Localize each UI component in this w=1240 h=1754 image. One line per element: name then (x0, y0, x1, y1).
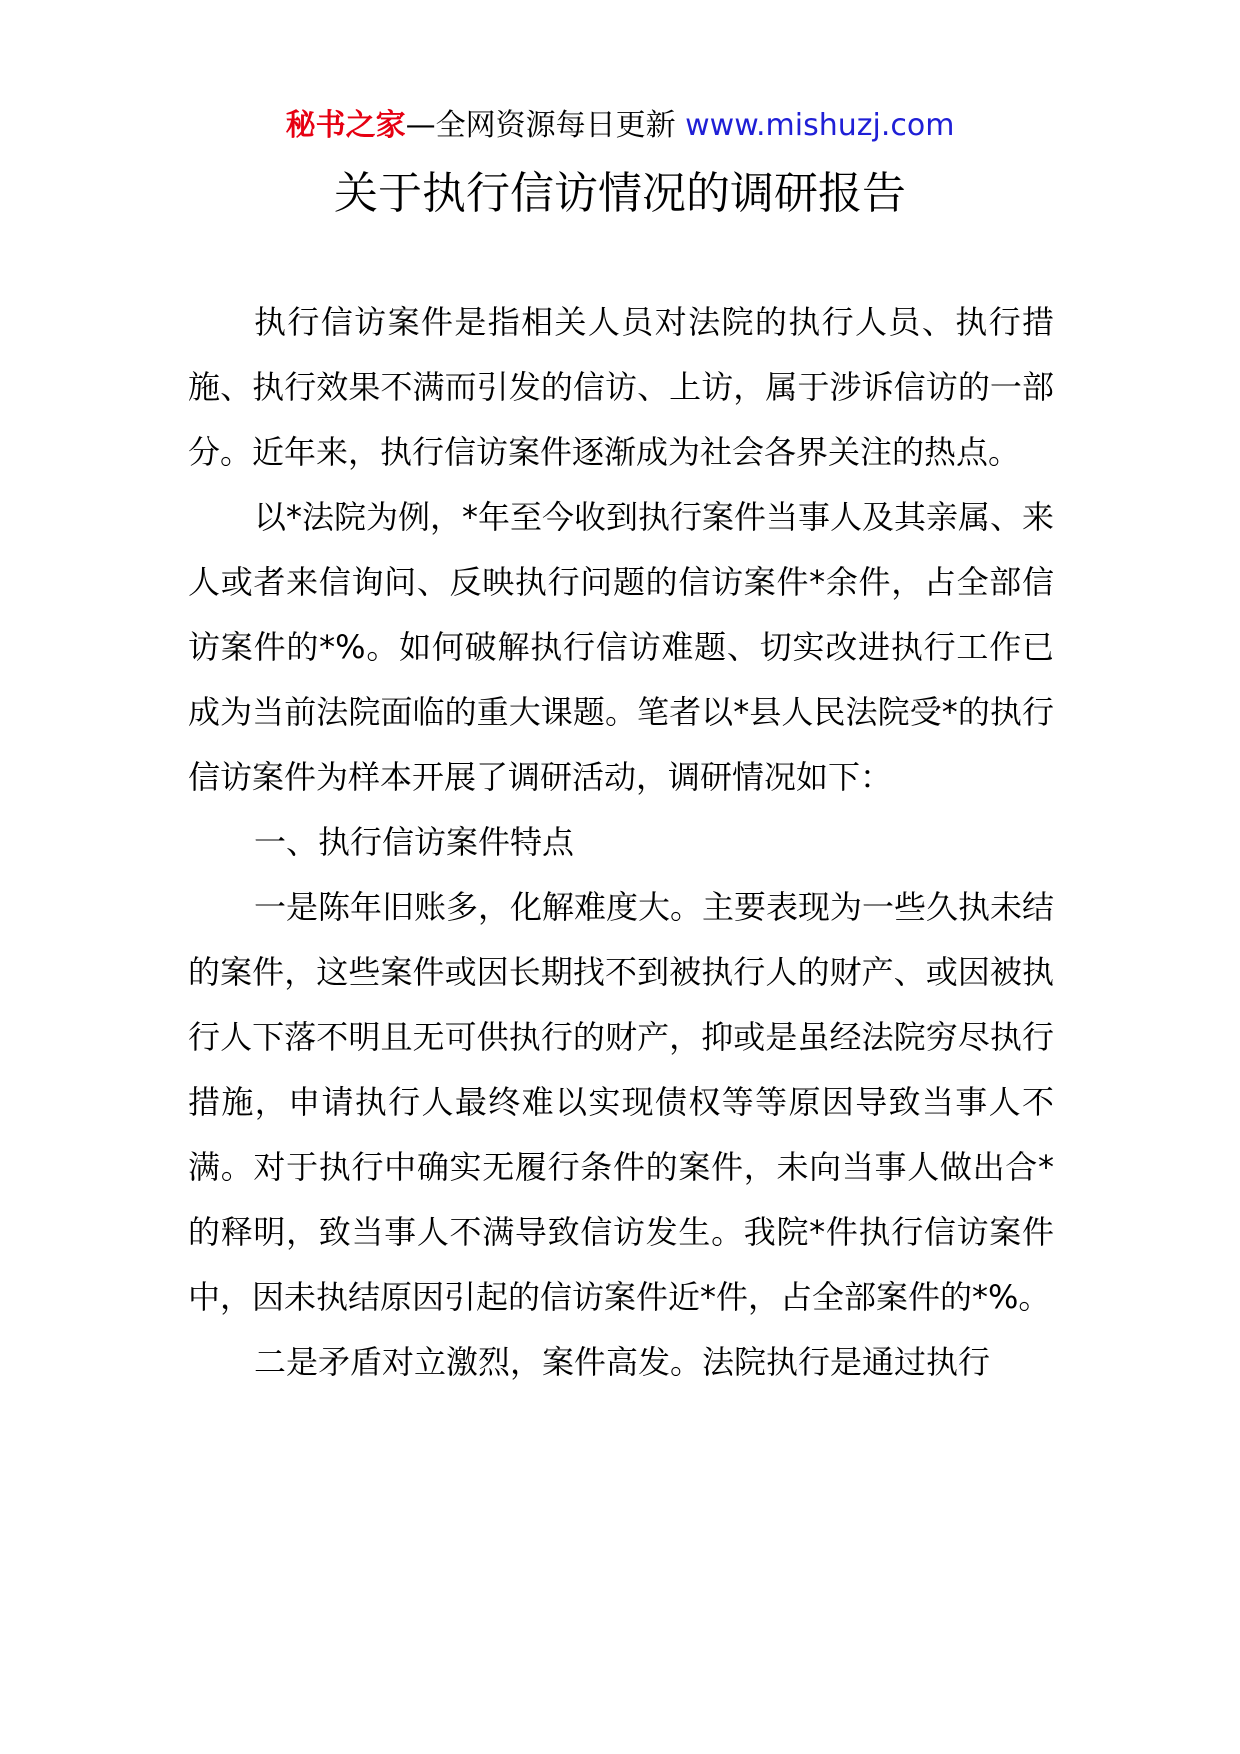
document-body (188, 290, 1054, 1395)
paragraph-point-two: 二是矛盾对立激烈，案件高发。法院执行是通过执行 (254, 1343, 991, 1381)
header-tagline: —全网资源每日更新 (405, 108, 686, 143)
paragraph-point-one: 一是陈年旧账多，化解难度大。主要表现为一些久执未结的案件，这些案件或因长期找不到被执行人的财产、或因被执行人下落不明且无可供执行的财产，抑或是虽经法院穷尽执行措施，申请执行人最终难以实现债权等等原因导致当事人不满。对于执行中确实无履行条件的案件，未向当事人做出合*的释明，致当事人不满导致信访发生。我院*件执行信访案件中，因未执结原因引起的信访案件近*件，占全部案件的*%。 (188, 888, 1055, 1316)
document-title: 关于执行信访情况的调研报告 (334, 168, 906, 219)
brand-name: 秘书之家 (285, 108, 406, 143)
paragraph-intro: 执行信访案件是指相关人员对法院的执行人员、执行措施、执行效果不满而引发的信访、上访，属于涉诉信访的一部分。近年来，执行信访案件逐渐成为社会各界关注的热点。 (188, 303, 1054, 471)
paragraph-example: 以*法院为例，*年至今收到执行案件当事人及其亲属、来人或者来信询问、反映执行问题的信访案件*余件，占全部信访案件的*%。如何破解执行信访难题、切实改进执行工作已成为当前法院面临的重大课题。笔者以*县人民法院受*的执行信访案件为样本开展了调研活动，调研情况如下： (188, 498, 1055, 796)
section-heading: 一、执行信访案件特点 (254, 823, 575, 861)
site-url-link[interactable]: www.mishuzj.com (685, 108, 955, 143)
site-header (0, 104, 1240, 148)
